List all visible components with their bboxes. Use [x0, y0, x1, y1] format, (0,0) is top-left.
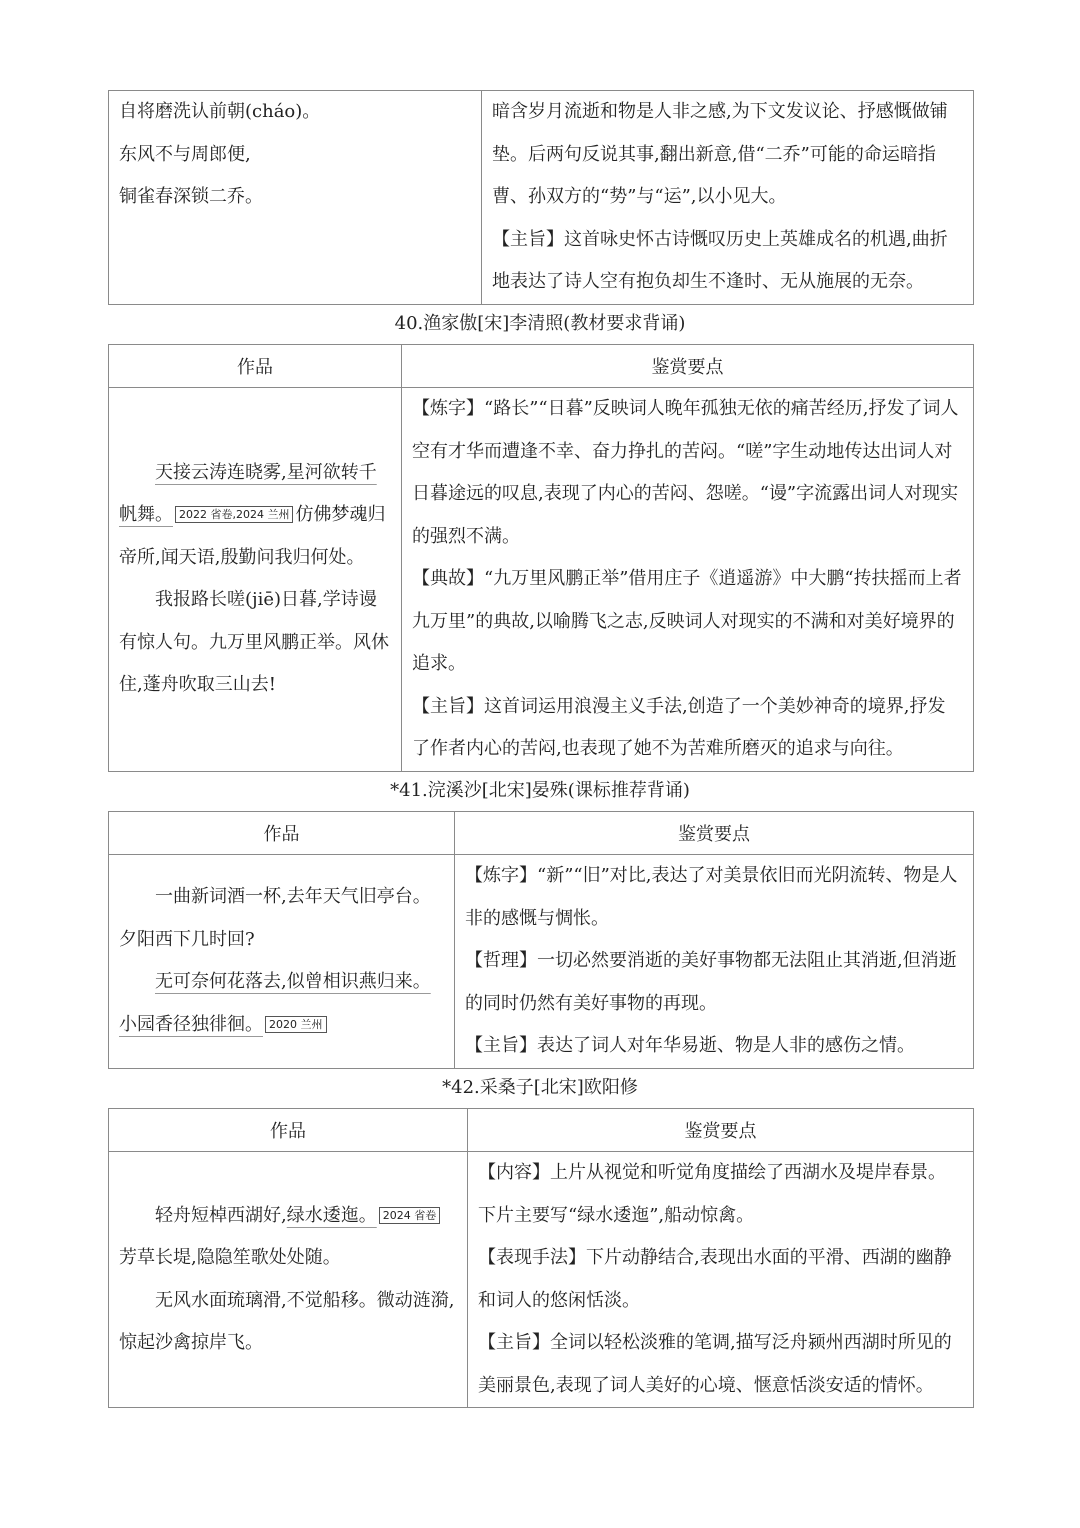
- column-header-work: 作品: [109, 1109, 468, 1152]
- poem40-work-cell: [109, 388, 402, 772]
- appreciation-point: [492, 219, 963, 304]
- poem42-points-cell: [468, 1152, 974, 1408]
- appreciation-text: 暗含岁月流逝和物是人非之感,为下文发议论、抒感慨做铺垫。后两句反说其事,翻出新意,借“二乔”可能的命运暗指曹、孙双方的“势”与“运”,以小见大。: [492, 101, 948, 207]
- exam-mark: 2022 省卷,2024 兰州: [175, 506, 293, 523]
- column-header-points: 鉴赏要点: [402, 345, 974, 388]
- column-header-work: 作品: [109, 345, 402, 388]
- poem41-points-cell: [455, 855, 974, 1069]
- exam-mark: 2020 兰州: [265, 1016, 327, 1033]
- poem40-table: [108, 344, 974, 772]
- point-text: 这首咏史怀古诗慨叹历史上英雄成名的机遇,曲折地表达了诗人空有抱负却生不逢时、无从施展的无奈。: [492, 228, 948, 292]
- column-header-work: 作品: [109, 812, 455, 855]
- poem-title: *41.浣溪沙[北宋]晏殊(课标推荐背诵): [390, 780, 690, 801]
- poem41-work-cell: [109, 855, 455, 1069]
- appreciation-point: 【内容】上片从视觉和听觉角度描绘了西湖水及堤岸春景。下片主要写“绿水逶迤”,船动惊禽。: [478, 1162, 946, 1226]
- appreciation-point: 【主旨】全词以轻松淡雅的笔调,描写泛舟颍州西湖时所见的美丽景色,表现了词人美好的心境、惬意恬淡安适的情怀。: [478, 1332, 952, 1396]
- appreciation-point: 【主旨】这首词运用浪漫主义手法,创造了一个美妙神奇的境界,抒发了作者内心的苦闷,也表现了她不为苦难所磨灭的追求与向往。: [412, 695, 946, 759]
- appreciation-point: 【典故】“九万里风鹏正举”借用庄子《逍遥游》中大鹏“抟扶摇而上者九万里”的典故,以喻腾飞之志,反映词人对现实的不满和对美好境界的追求。: [412, 568, 962, 674]
- appreciation-point: 【主旨】表达了词人对年华易逝、物是人非的感伤之情。: [465, 1035, 915, 1056]
- appreciation-point: 【炼字】“新”“旧”对比,表达了对美景依旧而光阴流转、物是人非的感慨与惆怅。: [465, 865, 958, 929]
- point-tag: 【主旨】: [492, 228, 564, 250]
- poem-stanza: 无可奈何花落去,似曾相识燕归来。小园香径独徘徊。 2020 兰州: [119, 971, 431, 1035]
- column-header-points: 鉴赏要点: [455, 812, 974, 855]
- top-points-cell: [482, 91, 974, 305]
- poem42-table: [108, 1108, 974, 1408]
- column-header-points: 鉴赏要点: [468, 1109, 974, 1152]
- appreciation-point: 【炼字】“路长”“日暮”反映词人晚年孤独无依的痛苦经历,抒发了词人空有才华而遭逢不幸、奋力挣扎的苦闷。“嗟”字生动地传达出词人对日暮途远的叹息,表现了内心的苦闷、怨嗟。“谩”字流露出词人对现实的强烈不满。: [412, 398, 959, 547]
- exam-underlined-text: 天接云涛连晓雾,星河欲转千帆舞。: [119, 461, 377, 526]
- poem-title: *42.采桑子[北宋]欧阳修: [442, 1077, 638, 1098]
- poem-stanza: 无风水面琉璃滑,不觉船移。微动涟漪,惊起沙禽掠岸飞。: [119, 1289, 455, 1353]
- appreciation-point: 【哲理】一切必然要消逝的美好事物都无法阻止其消逝,但消逝的同时仍然有美好事物的再现。: [465, 950, 957, 1014]
- poem40-points-cell: [402, 388, 974, 772]
- poem-line: 自将磨洗认前朝(cháo)。: [119, 101, 321, 122]
- poem-line: 铜雀春深锁二乔。: [119, 186, 263, 207]
- poem-stanza: 轻舟短棹西湖好,绿水逶迤。 2024 省卷芳草长堤,隐隐笙歌处处随。: [119, 1195, 457, 1280]
- appreciation-point: 【表现手法】下片动静结合,表现出水面的平滑、西湖的幽静和词人的悠闲恬淡。: [478, 1247, 952, 1311]
- top-work-cell: [109, 91, 482, 305]
- poem-stanza: 我报路长嗟(jiē)日暮,学诗谩有惊人句。九万里风鹏正举。风休住,蓬舟吹取三山去!: [119, 589, 389, 696]
- poem41-table: [108, 811, 974, 1069]
- top-table: [108, 90, 974, 305]
- poem-title: 40.渔家傲[宋]李清照(教材要求背诵): [394, 313, 686, 334]
- poem42-work-cell: [109, 1152, 468, 1408]
- exam-mark: 2024 省卷: [379, 1207, 441, 1224]
- poem-line: 东风不与周郎便,: [119, 143, 251, 165]
- poem-stanza: 一曲新词酒一杯,去年天气旧亭台。夕阳西下几时回?: [119, 886, 431, 950]
- poem-stanza: 天接云涛连晓雾,星河欲转千帆舞。 2022 省卷,2024 兰州 仿佛梦魂归帝所,闻天语,殷勤问我归何处。: [119, 461, 386, 568]
